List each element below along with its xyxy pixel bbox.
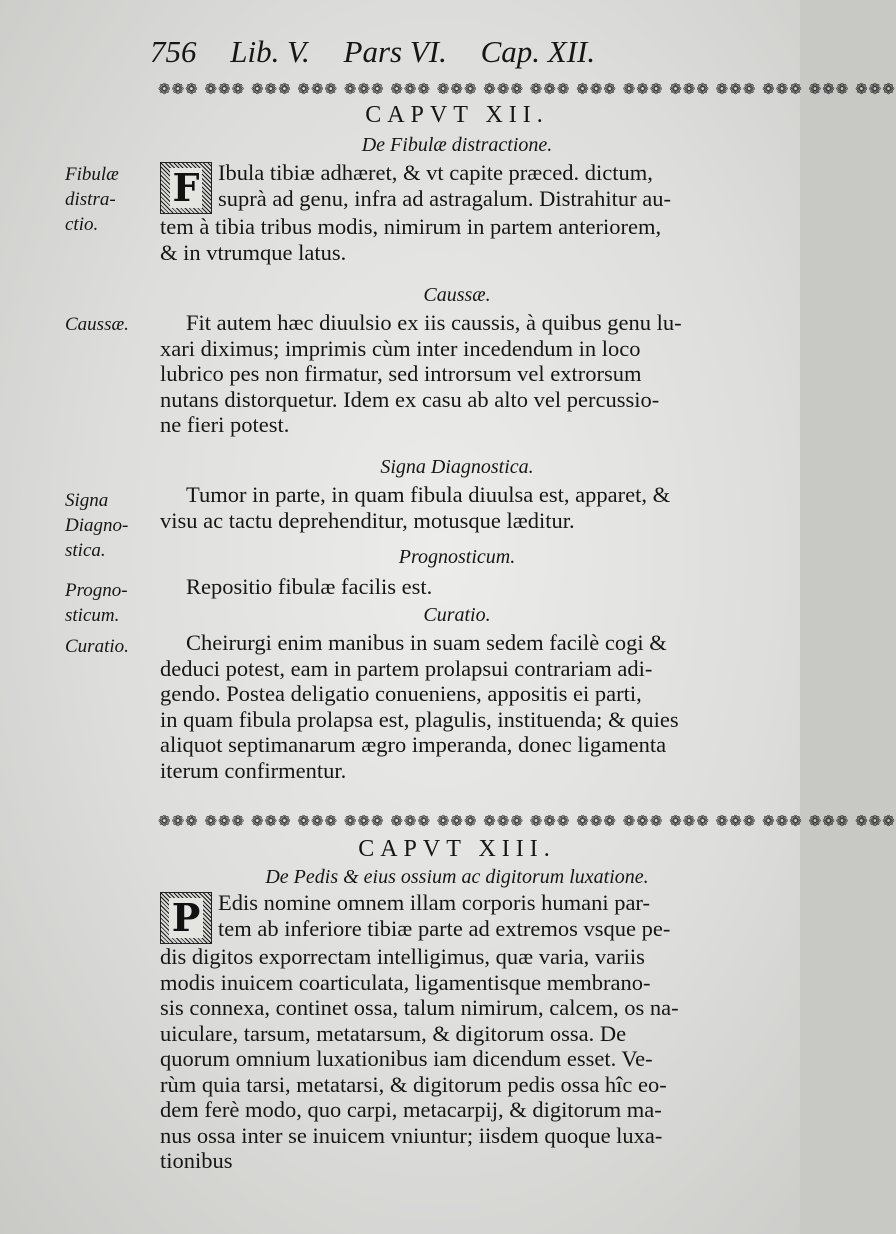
catchword: tionibus [160, 1148, 233, 1173]
margin-line: Signa [65, 490, 109, 511]
margin-line: Caussæ. [65, 314, 129, 335]
margin-note-signa [65, 488, 160, 563]
drop-cap-p: P [160, 892, 212, 944]
prognosticum-paragraph [160, 574, 762, 600]
text-line: deduci potest, eam in partem prolapsui contrariam adi- [160, 655, 653, 681]
text-line: in quam fibula prolapsa est, plagulis, instituenda; & quies [160, 706, 679, 732]
chapter-label: Cap. XII. [480, 34, 596, 69]
margin-line: Diagno- [65, 515, 129, 536]
page-number: 756 [150, 34, 197, 69]
text-line: dem ferè modo, quo carpi, metacarpij, & digitorum ma- [160, 1097, 662, 1122]
text-line: Fit autem hæc diuulsio ex iis caussis, à quibus genu lu- [186, 310, 682, 335]
text-line: dis digitos exporrectam intelligimus, quæ varia, variis [160, 944, 645, 969]
book-label: Lib. V. [230, 34, 310, 69]
margin-line: sticum. [65, 605, 120, 626]
text-line: Cheirurgi enim manibus in suam sedem facilè cogi & [186, 630, 667, 655]
text-line: uiculare, tarsum, metatarsum, & digitorum ossa. De [160, 1020, 627, 1046]
drop-cap-f: F [160, 162, 212, 214]
text-line: Ibula tibiæ adhæret, & vt capite præced. dictum, [218, 160, 653, 185]
text-line: & in vtrumque latus. [160, 239, 347, 265]
ornament-band-middle: ❁❁❁ ❁❁❁ ❁❁❁ ❁❁❁ ❁❁❁ ❁❁❁ ❁❁❁ ❁❁❁ ❁❁❁ ❁❁❁ ❁❁❁ ❁❁❁ ❁❁❁ ❁❁❁ ❁❁❁ ❁❁❁ [158, 812, 896, 830]
running-head [150, 34, 660, 70]
text-line: nus ossa inter se inuicem vniuntur; iisdem quoque luxa- [160, 1122, 663, 1148]
margin-note-prognosticum [65, 578, 160, 628]
causae-heading: Caussæ. [423, 284, 491, 306]
signa-heading: Signa Diagnostica. [380, 456, 534, 478]
margin-line: stica. [65, 540, 106, 561]
text-line: visu ac tactu deprehenditur, motusque læditur. [160, 507, 575, 533]
text-line: sis connexa, continet ossa, talum nimirum, calcem, os na- [160, 995, 679, 1020]
margin-line: Curatio. [65, 636, 129, 657]
text-line: ne fieri potest. [160, 412, 290, 437]
chapter-13-heading: CAPVT XIII. [358, 836, 556, 862]
chapter-13-subtitle: De Pedis & eius ossium ac digitorum luxatione. [265, 866, 649, 888]
part-label: Pars VI. [343, 34, 447, 69]
curatio-paragraph [160, 630, 762, 783]
text-line: tem à tibia tribus modis, nimirum in partem anteriorem, [160, 214, 662, 239]
chapter-12-heading: CAPVT XII. [365, 102, 549, 128]
margin-line: distra- [65, 189, 116, 210]
text-line: quorum omnium luxationibus iam dicendum esset. Ve- [160, 1046, 653, 1071]
text-line: aliquot septimanarum ægro imperanda, donec ligamenta [160, 732, 667, 757]
text-line: rùm quia tarsi, metatarsi, & digitorum pedis ossa hîc eo- [160, 1071, 667, 1097]
text-line: tem ab inferiore tibiæ parte ad extremos vsque pe- [218, 915, 671, 941]
text-line: lubrico pes non firmatur, sed introrsum vel extrorsum [160, 361, 642, 386]
text-line: xari diximus; imprimis cùm inter incedendum in loco [160, 335, 641, 361]
causae-paragraph [160, 310, 762, 438]
text-line: Edis nomine omnem illam corporis humani par- [218, 890, 650, 915]
text-line: Tumor in parte, in quam fibula diuulsa est, apparet, & [186, 482, 671, 507]
text-line: gendo. Postea deligatio conueniens, appositis ei parti, [160, 681, 642, 706]
margin-note-fibulae [65, 162, 160, 237]
chapter-13-paragraph [160, 890, 762, 1174]
prognosticum-heading: Prognosticum. [398, 546, 516, 568]
margin-note-caussae [65, 312, 160, 337]
margin-line: Progno- [65, 580, 128, 601]
ornament-band-top: ❁❁❁ ❁❁❁ ❁❁❁ ❁❁❁ ❁❁❁ ❁❁❁ ❁❁❁ ❁❁❁ ❁❁❁ ❁❁❁ ❁❁❁ ❁❁❁ ❁❁❁ ❁❁❁ ❁❁❁ ❁❁❁ [158, 80, 896, 98]
chapter-12-intro [160, 160, 762, 265]
margin-note-curatio [65, 634, 160, 659]
text-line: nutans distorquetur. Idem ex casu ab alto vel percussio- [160, 386, 660, 412]
chapter-12-subtitle: De Fibulæ distractione. [361, 134, 553, 156]
margin-line: ctio. [65, 214, 99, 235]
text-line: Repositio fibulæ facilis est. [186, 574, 433, 599]
curatio-heading: Curatio. [423, 604, 491, 626]
text-line: iterum confirmentur. [160, 757, 347, 783]
signa-paragraph [160, 482, 762, 533]
margin-line: Fibulæ [65, 164, 119, 185]
text-line: suprà ad genu, infra ad astragalum. Distrahitur au- [218, 185, 671, 211]
text-line: modis inuicem coarticulata, ligamentisque membrano- [160, 969, 651, 995]
